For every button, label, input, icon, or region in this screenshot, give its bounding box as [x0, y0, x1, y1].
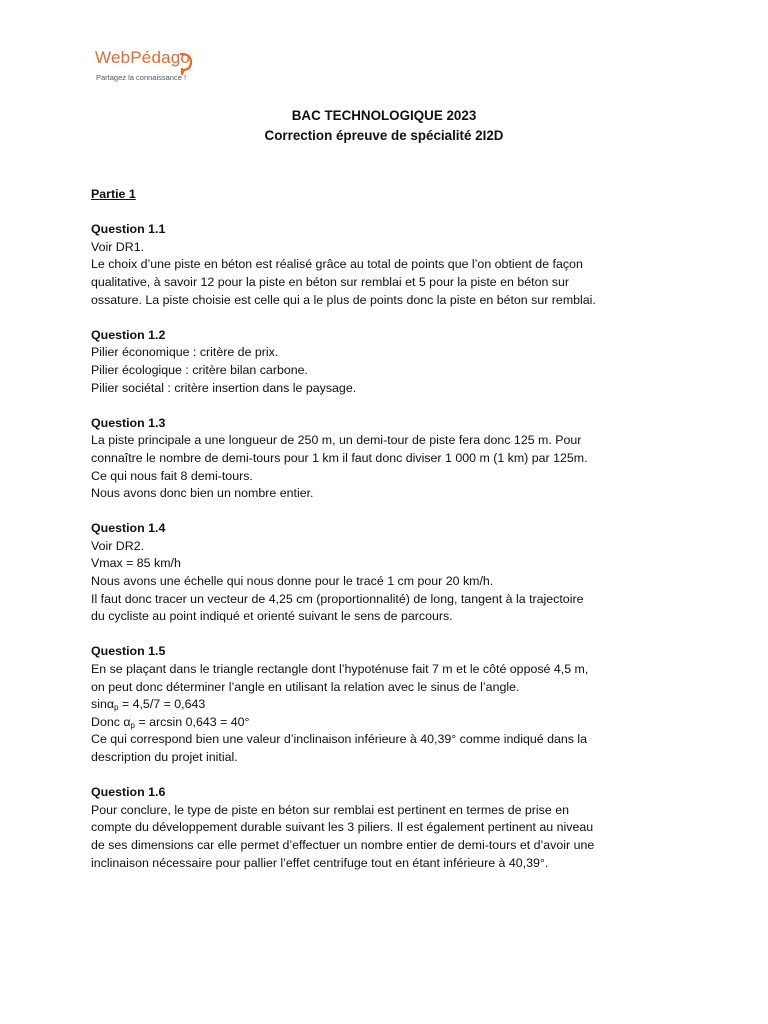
- question-1-5: [91, 643, 711, 766]
- answer-line: Pour conclure, le type de piste en béton sur remblai est pertinent en termes de prise en: [91, 802, 569, 817]
- document-subtitle: Correction épreuve de spécialité 2I2D: [264, 128, 504, 143]
- formula-prefix: Donc: [91, 714, 124, 729]
- alpha-symbol: α: [106, 697, 115, 712]
- webpedago-logo[interactable]: [95, 48, 205, 88]
- question-1-6: [91, 784, 711, 872]
- question-title: Question 1.2: [91, 327, 166, 342]
- answer-line: Nous avons une échelle qui nous donne pour le tracé 1 cm pour 20 km/h.: [91, 574, 494, 589]
- answer-line: Vmax = 85 km/h: [91, 556, 181, 571]
- answer-line: ossature. La piste choisie est celle qui a le plus de points donc la piste en béton sur remblai.: [91, 292, 596, 307]
- answer-line: En se plaçant dans le triangle rectangle dont l’hypoténuse fait 7 m et le côté opposé 4,5 m,: [91, 662, 589, 677]
- answer-line: Voir DR1.: [91, 239, 145, 254]
- answer-line: Pilier sociétal : critère insertion dans le paysage.: [91, 380, 357, 395]
- alpha-subscript: p: [130, 720, 135, 730]
- question-title: Question 1.4: [91, 521, 166, 536]
- answer-line: Nous avons donc bien un nombre entier.: [91, 486, 314, 501]
- document-body: [91, 186, 711, 890]
- answer-line: qualitative, à savoir 12 pour la piste en béton sur remblai et 5 pour la piste en béton sur: [91, 274, 570, 289]
- answer-line: La piste principale a une longueur de 250 m, un demi-tour de piste fera donc 125 m. Pour: [91, 433, 582, 448]
- question-title: Question 1.5: [91, 644, 166, 659]
- answer-line: Pilier écologique : critère bilan carbone.: [91, 362, 308, 377]
- logo-tagline: Partagez la connaissance !: [96, 73, 187, 82]
- question-title: Question 1.6: [91, 785, 166, 800]
- question-title: Question 1.1: [91, 222, 166, 237]
- formula-value: = 4,5/7 = 0,643: [118, 697, 206, 712]
- alpha-symbol: α: [123, 714, 131, 729]
- answer-line: Ce qui nous fait 8 demi-tours.: [91, 468, 253, 483]
- answer-line: connaître le nombre de demi-tours pour 1 km il faut donc diviser 1 000 m (1 km) par 125m.: [91, 450, 588, 465]
- answer-line: Il faut donc tracer un vecteur de 4,25 cm (proportionnalité) de long, tangent à la trajectoire: [91, 591, 584, 606]
- answer-line: Ce qui correspond bien une valeur d’inclinaison inférieure à 40,39° comme indiqué dans la: [91, 732, 588, 747]
- answer-line: de ses dimensions car elle permet d’effectuer un nombre entier de demi-tours et d’avoir une: [91, 837, 595, 852]
- formula-value: = arcsin 0,643 = 40°: [135, 714, 250, 729]
- formula-sin: [91, 696, 711, 714]
- alpha-subscript: p: [114, 703, 119, 713]
- question-1-1: [91, 221, 711, 309]
- question-title: Question 1.3: [91, 415, 166, 430]
- document-title: BAC TECHNOLOGIQUE 2023: [291, 108, 477, 123]
- question-1-4: [91, 520, 711, 626]
- question-1-2: [91, 327, 711, 397]
- formula-arcsin: [91, 714, 711, 732]
- answer-line: description du projet initial.: [91, 750, 238, 764]
- answer-line: du cycliste au point indiqué et orienté suivant le sens de parcours.: [91, 609, 453, 624]
- part-title: Partie 1: [91, 187, 136, 201]
- answer-line: Le choix d’une piste en béton est réalisé grâce au total de points que l’on obtient de façon: [91, 257, 583, 272]
- answer-line: Pilier économique : critère de prix.: [91, 345, 279, 360]
- answer-line: Voir DR2.: [91, 538, 145, 553]
- logo-wordmark: WebPédago: [95, 48, 191, 67]
- question-1-3: [91, 415, 711, 503]
- answer-line: on peut donc déterminer l’angle en utilisant la relation avec le sinus de l’angle.: [91, 679, 520, 694]
- formula-function: sin: [91, 697, 107, 712]
- answer-line: inclinaison nécessaire pour pallier l’effet centrifuge tout en étant inférieure à 40,39°.: [91, 855, 549, 870]
- answer-line: compte du développement durable suivant les 3 piliers. Il est également pertinent au niveau: [91, 820, 594, 835]
